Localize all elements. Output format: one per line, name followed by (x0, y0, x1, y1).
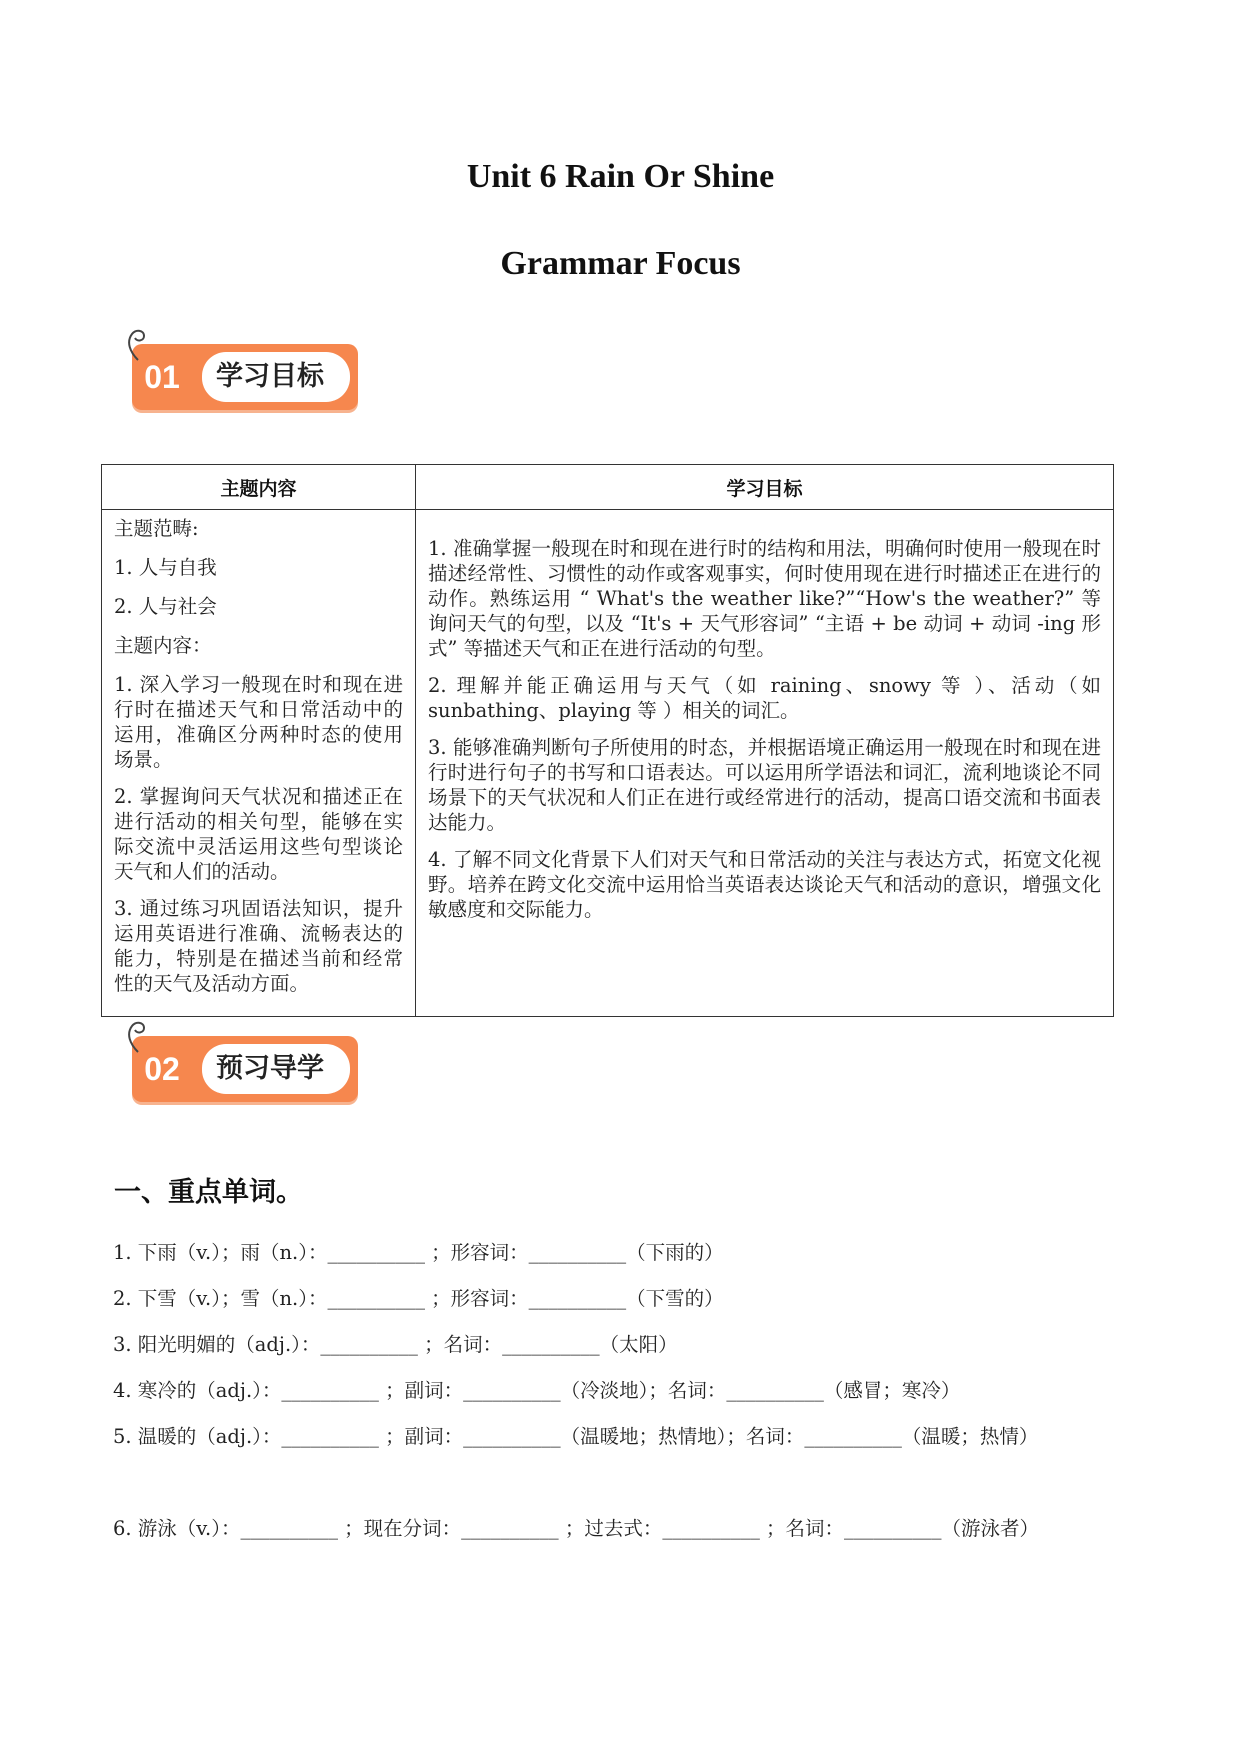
vocab-item: 3. 阳光明媚的（adj.）：__________ ；名词：__________（太阳） (113, 1333, 678, 1356)
page-subtitle: Grammar Focus (500, 245, 741, 282)
objectives-table (101, 464, 1114, 1017)
goals-cell (416, 510, 1114, 1017)
topic-line: 主题内容： (114, 634, 212, 657)
section-badge-objectives (124, 328, 364, 424)
vocab-item: 2. 下雪（v.）；雪（n.）：__________ ；形容词：__________（下雪的） (113, 1287, 724, 1310)
topic-line: 1. 人与自我 (114, 556, 217, 579)
vocab-item: 1. 下雨（v.）；雨（n.）：__________ ；形容词：__________（下雨的） (113, 1241, 724, 1264)
vocab-item: 4. 寒冷的（adj.）：__________ ；副词：__________（冷淡地）；名词：__________（感冒；寒冷） (113, 1379, 961, 1402)
goal-item: 1. 准确掌握一般现在时和现在进行时的结构和用法，明确何时使用一般现在时描述经常性、习惯性的动作或客观事实，何时使用现在进行时描述正在进行的动作。熟练运用 “ What's the weather like?”“How's the weather?” 等询问天气的句型，以及 “It's + 天气形容词” “主语 + be 动词 + 动词 -ing 形式” 等描述天气和正在进行活动的句型。 (428, 537, 1101, 660)
goal-item: 4. 了解不同文化背景下人们对天气和日常活动的关注与表达方式，拓宽文化视野。培养在跨文化交流中运用恰当英语表达谈论天气和活动的意识，增强文化敏感度和交际能力。 (428, 848, 1101, 921)
badge-label: 预习导学 (202, 1044, 350, 1094)
table-header-goals: 学习目标 (416, 465, 1114, 510)
page-title: Unit 6 Rain Or Shine (466, 158, 775, 195)
badge-label: 学习目标 (202, 352, 350, 402)
topic-cell (102, 510, 416, 1017)
vocab-item: 5. 温暖的（adj.）：__________ ；副词：__________（温暖地；热情地）；名词：__________（温暖；热情） (113, 1425, 1039, 1448)
badge-number: 02 (144, 1051, 180, 1087)
section-badge-preview (124, 1020, 364, 1116)
topic-line: 1. 深入学习一般现在时和现在进行时在描述天气和日常活动中的运用，准确区分两种时态的使用场景。 (114, 673, 403, 771)
goal-item: 3. 能够准确判断句子所使用的时态，并根据语境正确运用一般现在时和现在进行时进行句子的书写和口语表达。可以运用所学语法和词汇，流利地谈论不同场景下的天气状况和人们正在进行或经常进行的活动，提高口语交流和书面表达能力。 (428, 736, 1101, 834)
badge-number: 01 (144, 359, 180, 395)
topic-line: 2. 掌握询问天气状况和描述正在进行活动的相关句型，能够在实际交流中灵活运用这些句型谈论天气和人们的活动。 (114, 785, 403, 883)
vocab-item: 6. 游泳（v.）：__________ ；现在分词：__________ ；过去式：__________ ；名词：__________（游泳者） (113, 1517, 1040, 1540)
topic-line: 2. 人与社会 (114, 595, 217, 618)
section-heading: 一、重点单词。 (114, 1177, 303, 1208)
goal-item: 2. 理解并能正确运用与天气（如 raining、snowy 等 ）、活动（如 sunbathing、playing 等 ）相关的词汇。 (428, 674, 1101, 722)
table-header-topic: 主题内容 (102, 465, 416, 510)
topic-line: 3. 通过练习巩固语法知识，提升运用英语进行准确、流畅表达的能力，特别是在描述当前和经常性的天气及活动方面。 (114, 897, 403, 995)
topic-line: 主题范畴: (114, 517, 199, 540)
